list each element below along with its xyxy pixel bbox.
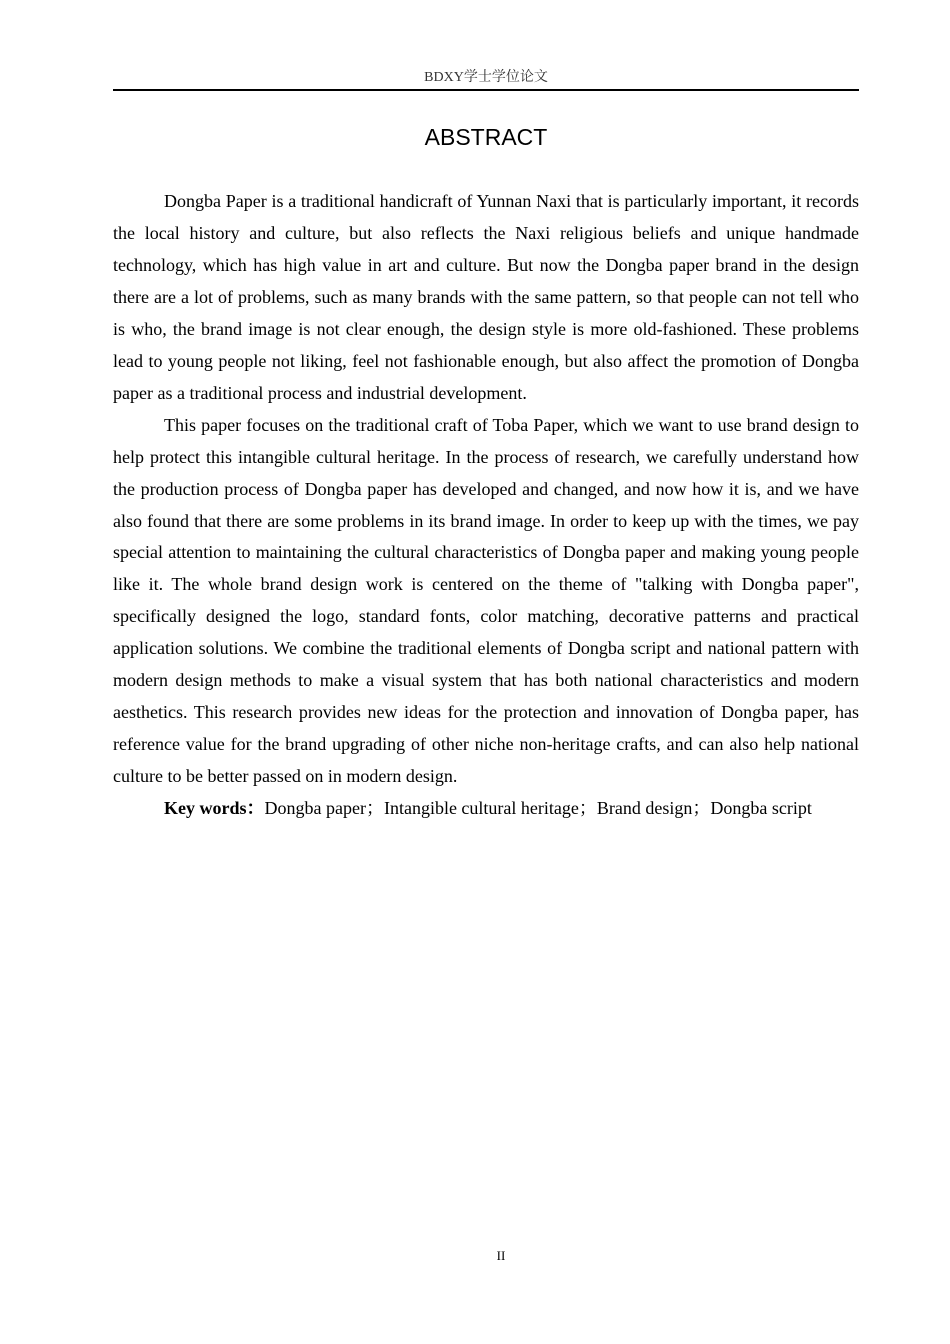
abstract-title: ABSTRACT: [424, 124, 548, 150]
abstract-paragraph-1: Dongba Paper is a traditional handicraft of Yunnan Naxi that is particularly important, it records the local history and culture, but also reflects the Naxi religious beliefs and unique handmade technology, which has high value in art and culture. But now the Dongba paper brand in the design there are a lot of problems, such as many brands with the same pattern, so that people can not tell who is who, the brand image is not clear enough, the design style is more old-fashioned. These problems lead to young people not liking, feel not fashionable enough, but also affect the promotion of Dongba paper as a traditional process and industrial development.: [113, 191, 859, 403]
keywords-text: Dongba paper；Intangible cultural heritage；Brand design；Dongba script: [264, 798, 812, 819]
abstract-paragraph-2: This paper focuses on the traditional craft of Toba Paper, which we want to use brand design to help protect this intangible cultural heritage. In the process of research, we carefully understand how the production process of Dongba paper has developed and changed, and now how it is, and we have also found that there are some problems in its brand image. In order to keep up with the times, we pay special attention to maintaining the cultural characteristics of Dongba paper and making young people like it. The whole brand design work is centered on the theme of "talking with Dongba paper", specifically designed the logo, standard fonts, color matching, decorative patterns and practical application solutions. We combine the traditional elements of Dongba script and national pattern with modern design methods to make a visual system that has both national characteristics and modern aesthetics. This research provides new ideas for the protection and innovation of Dongba paper, has reference value for the brand upgrading of other niche non-heritage crafts, and can also help national culture to be better passed on in modern design.: [113, 414, 859, 787]
keywords-line: [113, 793, 859, 825]
abstract-body: [113, 186, 859, 825]
page-number: II: [496, 1248, 506, 1263]
running-header: BDXY学士学位论文: [113, 68, 859, 91]
keywords-label: Key words：: [164, 798, 265, 819]
